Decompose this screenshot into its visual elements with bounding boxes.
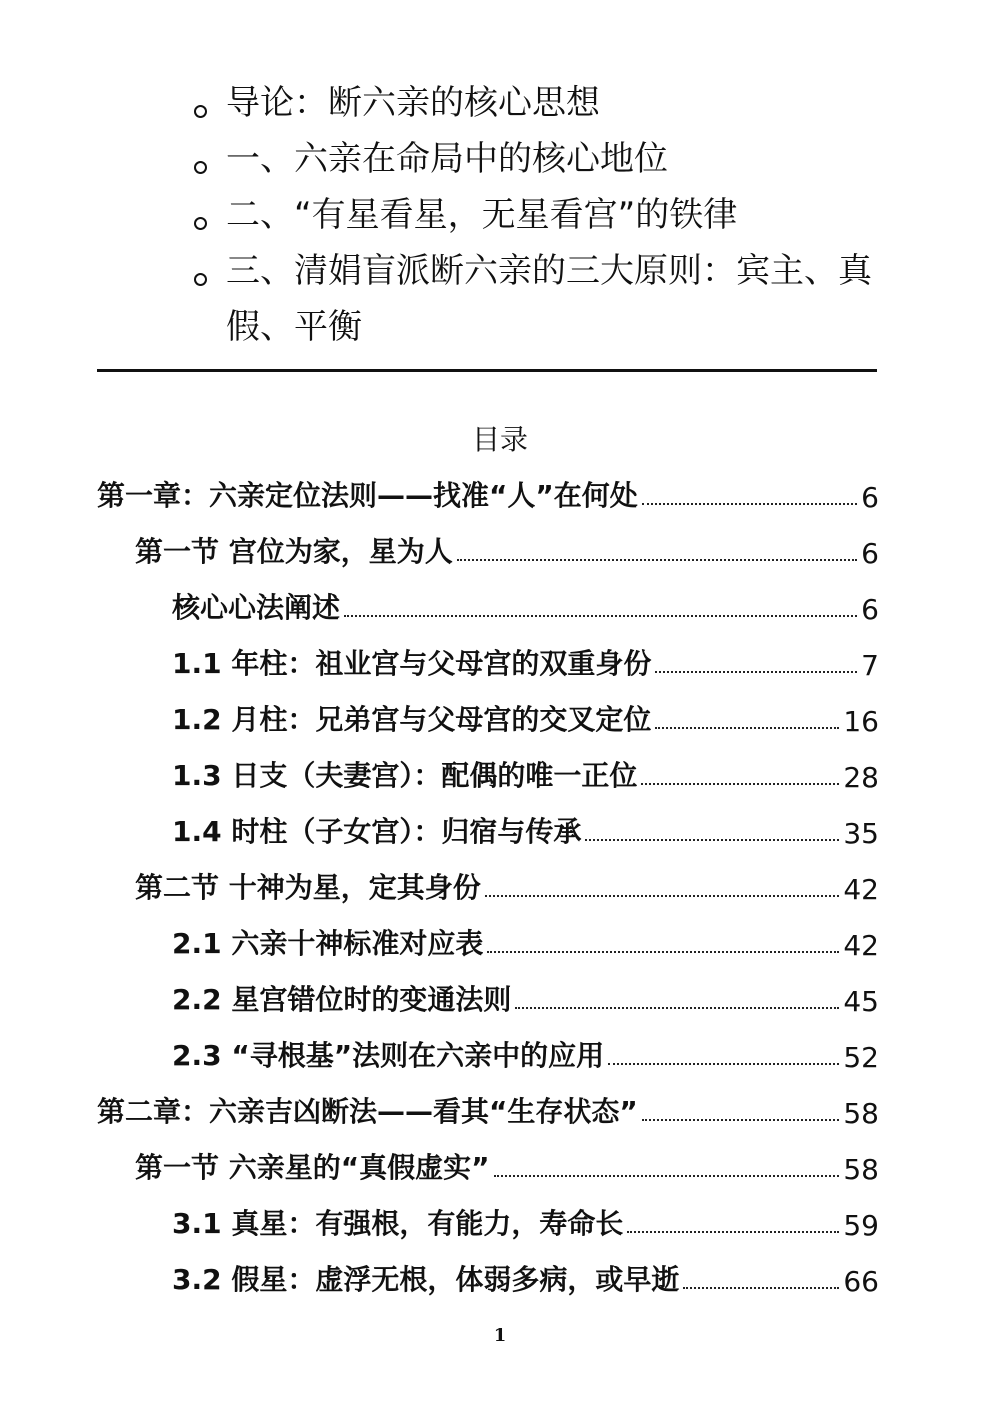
dot-leader xyxy=(655,727,839,729)
toc-entry-page: 6 xyxy=(861,537,879,570)
toc-entry[interactable] xyxy=(172,578,879,626)
toc-entry-page: 66 xyxy=(843,1265,879,1298)
toc-entry-label: 3.1 真星：有强根，有能力，寿命长 xyxy=(172,1207,624,1240)
dot-leader xyxy=(457,559,857,561)
toc-entry-page: 35 xyxy=(843,817,879,850)
dot-leader xyxy=(642,1119,840,1121)
dot-leader xyxy=(655,671,857,673)
toc-entry-page: 42 xyxy=(843,873,879,906)
bullet-circle-icon xyxy=(194,105,207,118)
outline-item xyxy=(190,75,890,131)
toc-entry-page: 45 xyxy=(843,985,879,1018)
toc-entry-page: 58 xyxy=(843,1097,879,1130)
horizontal-divider xyxy=(97,369,877,372)
toc-entry-label: 2.2 星宫错位时的变通法则 xyxy=(172,983,512,1016)
dot-leader xyxy=(683,1287,839,1289)
toc-entry-page: 59 xyxy=(843,1209,879,1242)
toc-entry[interactable] xyxy=(172,1026,879,1074)
outline-item-text: 一、六亲在命局中的核心地位 xyxy=(226,139,668,179)
outline-item-text: 二、“有星看星，无星看宫”的铁律 xyxy=(226,195,738,235)
toc-entry[interactable] xyxy=(172,802,879,850)
toc-entry[interactable] xyxy=(172,1250,879,1298)
toc-entry-label: 第一节 宫位为家，星为人 xyxy=(135,535,453,568)
toc-entry-label: 第一节 六亲星的“真假虚实” xyxy=(135,1151,490,1184)
toc-entry[interactable] xyxy=(135,858,879,906)
dot-leader xyxy=(608,1063,839,1065)
outline-item xyxy=(190,243,890,355)
dot-leader xyxy=(627,1231,839,1233)
dot-leader xyxy=(485,895,840,897)
toc-entry-page: 52 xyxy=(843,1041,879,1074)
toc-entry[interactable] xyxy=(172,746,879,794)
toc-entry[interactable] xyxy=(135,522,879,570)
toc-entry[interactable] xyxy=(172,634,879,682)
toc-entry[interactable] xyxy=(97,466,879,514)
toc-entry-page: 28 xyxy=(843,761,879,794)
toc-entry-label: 核心心法阐述 xyxy=(172,591,341,624)
dot-leader xyxy=(494,1175,840,1177)
bullet-circle-icon xyxy=(194,217,207,230)
toc-entry-page: 42 xyxy=(843,929,879,962)
toc-title: 目录 xyxy=(471,423,528,456)
toc-entry-label: 1.4 时柱（子女宫）：归宿与传承 xyxy=(172,815,582,848)
toc-entry[interactable] xyxy=(172,914,879,962)
toc-entry[interactable] xyxy=(135,1138,879,1186)
toc-entry-label: 1.2 月柱：兄弟宫与父母宫的交叉定位 xyxy=(172,703,652,736)
toc-entry-page: 7 xyxy=(861,649,879,682)
toc-entry-page: 6 xyxy=(861,481,879,514)
bullet-circle-icon xyxy=(194,161,207,174)
dot-leader xyxy=(515,1007,839,1009)
toc-entry-label: 2.3 “寻根基”法则在六亲中的应用 xyxy=(172,1039,605,1072)
toc-entry[interactable] xyxy=(97,1082,879,1130)
outline-item-text: 导论：断六亲的核心思想 xyxy=(226,83,600,123)
toc-entry[interactable] xyxy=(172,690,879,738)
toc-entry-label: 1.3 日支（夫妻宫）：配偶的唯一正位 xyxy=(172,759,638,792)
toc-entry-page: 16 xyxy=(843,705,879,738)
dot-leader xyxy=(642,503,857,505)
outline-item-text: 三、清娟盲派断六亲的三大原则：宾主、真假、平衡 xyxy=(226,251,872,347)
outline-item xyxy=(190,131,890,187)
toc-entry[interactable] xyxy=(172,970,879,1018)
dot-leader xyxy=(344,615,857,617)
dot-leader xyxy=(641,783,839,785)
toc-entry-label: 2.1 六亲十神标准对应表 xyxy=(172,927,484,960)
toc-entry-label: 1.1 年柱：祖业宫与父母宫的双重身份 xyxy=(172,647,652,680)
bullet-circle-icon xyxy=(194,273,207,286)
toc-entry[interactable] xyxy=(172,1194,879,1242)
toc-entry-label: 第一章：六亲定位法则——找准“人”在何处 xyxy=(97,479,638,512)
page-number: 1 xyxy=(493,1325,507,1346)
toc-entry-label: 3.2 假星：虚浮无根，体弱多病，或早逝 xyxy=(172,1263,680,1296)
dot-leader xyxy=(487,951,839,953)
toc-entry-page: 6 xyxy=(861,593,879,626)
dot-leader xyxy=(585,839,839,841)
toc-entry-label: 第二章：六亲吉凶断法——看其“生存状态” xyxy=(97,1095,638,1128)
toc-entry-page: 58 xyxy=(843,1153,879,1186)
outline-list xyxy=(190,75,890,355)
toc-entry-label: 第二节 十神为星，定其身份 xyxy=(135,871,481,904)
outline-item xyxy=(190,187,890,243)
